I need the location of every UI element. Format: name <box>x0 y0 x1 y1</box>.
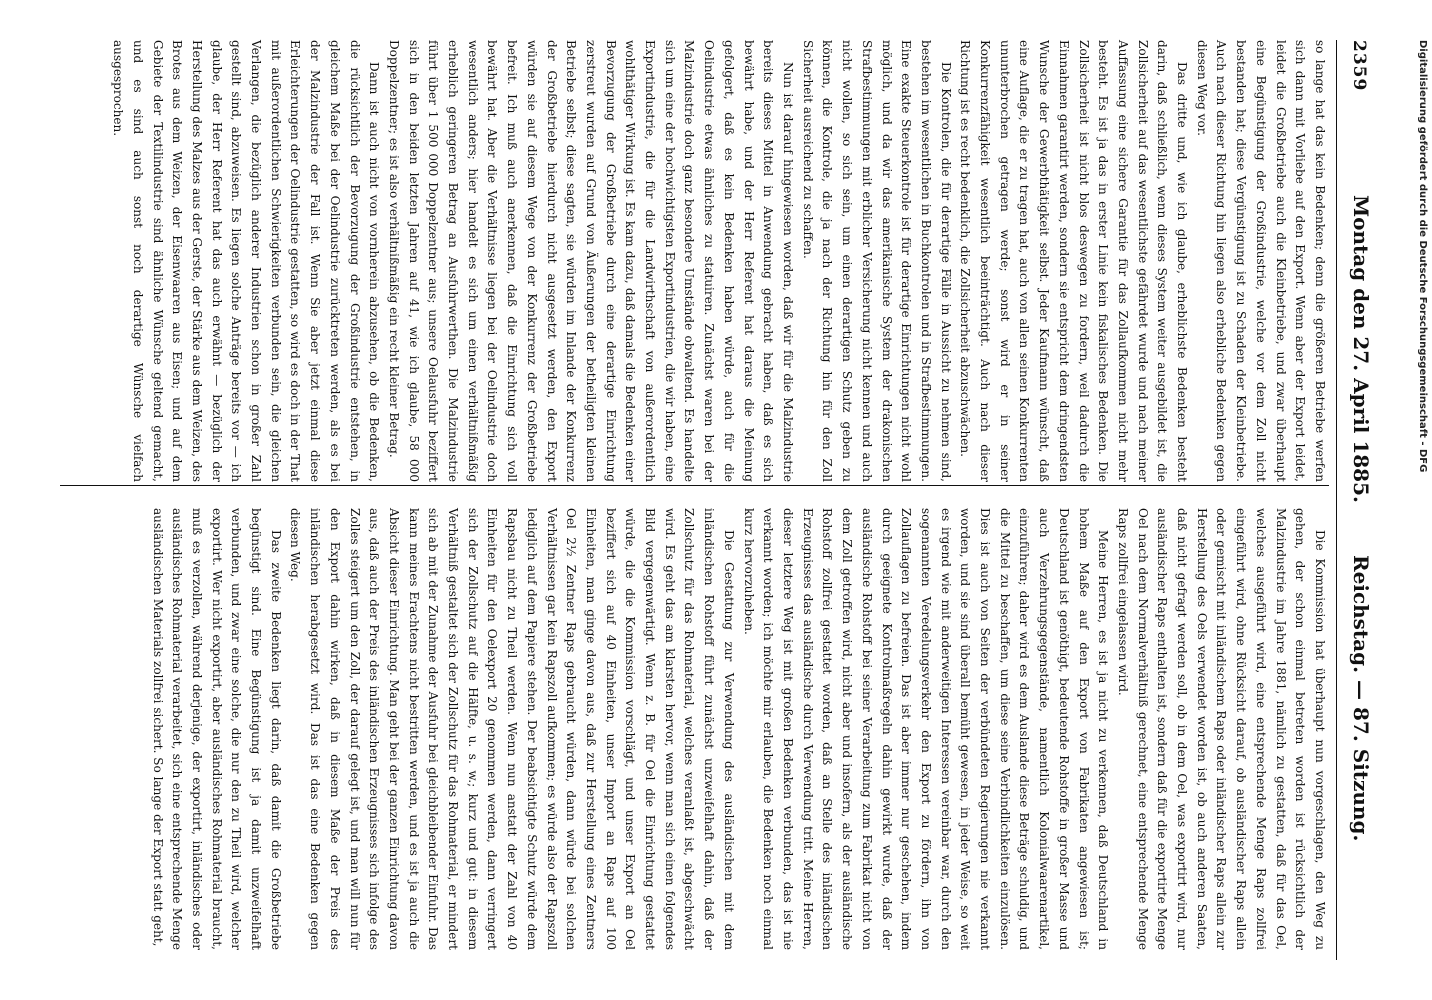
paragraph: Die Kontrolen, die für derartige Fälle in Aussicht zu nehmen sind, bestehen im wesentlichen in Buchkontrolen und in Strafbestimmungen. Eine exakte Steuerkontrole ist für derartige Einrichtungen nicht wohl möglich, und da wir das amerikanische System der drakonischen Strafbestimmungen mit erblicher Versicherung nicht kennen und auch nicht wollen, so sich sein, um einen derartigen Schutz geben zu können, die Kontrole, die ja nach der Richtung hin für den Zoll Sicherheit ausreichend zu schaffen. <box>800 40 953 482</box>
column-rule <box>60 485 1329 486</box>
paragraph: Meine Herren, es ist ja nicht zu verkennen, daß Deutschland in hohem Maße auf den Export von Fabrikaten angewiesen ist; Deutschland ist genöthigt, bedeutende Rohstoffe in großer Masse und auch Verzehrungsgegenstände, namentlich Kolonialwaarenartikel, einzuführen; daher wird es dem Auslande diese Beträge schuldig, und die Mittel zu beschaffen, um diese seine Verbindlichkeiten einzulösen. Dies ist auch von Seiten der verbündeten Regierungen nie verkannt worden, und sie sind überall bemüht gewesen, in jeder Weise, so weit es irgend wie mit anderweitigen Interessen vereinbar war, durch den sogenannten Veredelungsverkehr den Export zu fördern, ihn von Zollauflagen zu befreien. Das ist aber immer nur geschehen, indem durch geeignete Kontrolmaßregeln dahin gewirkt wurde, daß der ausländische Rohstoff bei seiner Verarbeitung zum Fabrikat nicht von dem Zoll getroffen wird, nicht aber und insofern, als der ausländische Rohstoff zollfrei gestattet worden, daß an Stelle des inländischen Erzeugnisses das ausländische durch Verwendung tritt. Meine Herren, dieser letztere Weg ist mit großen Bedenken verbunden, das ist nie verkannt worden; ich möchte mir erlauben, die Bedenken noch einmal kurz hervorzuheben. <box>741 508 1111 950</box>
running-head <box>1337 40 1373 960</box>
paragraph: Die Kommission hat überhaupt nun vorgeschlagen, den Weg zu gehen, der schon einmal betreten worden ist rücksichtlich der Malzindustrie im Jahre 1881, nämlich zu gestatten, daß für das Oel, welches ausgeführt wird, eine entsprechende Menge Raps zollfrei eingeführt wird, ohne Rücksicht darauf, ob ausländischer Raps allein oder gemischt mit inländischem Raps oder inländischer Raps allein zur Herstellung des Oels verwendet worden ist, ob auch anderen Saaten, daß nicht gefragt werden soll, ob in dem Oel, was exportirt wird, nur ausländischer Raps enthalten ist, sondern daß für die exportirte Menge Oel nach dem Normalverhältniß gerechnet, eine entsprechende Menge Raps zollfrei eingelassen wird. <box>1115 508 1327 950</box>
paragraph: Dann ist auch nicht von vornherein abzusehen, ob die Bedenken, die rücksichtlich der Bevorzugung der Großindustrie entstehen, in gleichem Maße bei der Oelindustrie zurücktreten werden, als es bei der Malzindustrie der Fall ist. Wenn Sie aber jetzt einmal diese Erleichterungen der Oelindustrie gestatten, so wird es doch in der That mit außerordentlichen Schwierigkeiten verbunden sein, die gleichen Verlangen, die bezüglich anderer Industrien schon in großer Zahl gestellt sind, abzuweisen. Es liegen solche Anträge bereits vor — ich glaube, der Herr Referent hat das auch erwähnt — bezüglich der Herstellung des Malzes aus der Gerste, der Stärke aus dem Weizen, des Brotes aus dem Weizen, der Eisenwaaren aus Eisen; und auf dem Gebiete der Textilindustrie sind ähnliche Wünsche geltend gemacht, und es sind auch sonst noch derartige Wünsche vielfach ausgesprochen. <box>111 40 382 482</box>
funder-note <box>1414 40 1432 960</box>
paragraph: Nun ist darauf hingewiesen worden, daß wir für die Malzindustrie bereits dieses Mittel in Anwendung gebracht haben, daß es sich bewährt habe, und der Herr Referent hat daraus die Meinung gefolgert, daß es kein Bedenken haben würde, auch für die Oelindustrie etwas ähnliches zu statuiren. Zunächst waren bei der Malzindustrie doch ganz besondere Umstände obwaltend. Es handelte sich um eine der hochwichtigsten Exportindustrien, die wir haben, eine Exportindustrie, die für die Landwirthschaft von außerordentlich wohlthätiger Wirkung ist. Es kam dazu, daß damals die Bedenken einer Bevorzugung der Großbetriebe durch eine derartige Einrichtung zerstreut wurden auf Grund von Äußerungen der betheiligten kleinen Betriebe selbst; diese sagten, sie würden im Inlande der Konkurrenz der Großbetriebe hierdurch nicht ausgesetzt werden, den Export würden sie auf diesem Wege von der Konkurrenz der Großbetriebe befreit. Ich muß auch anerkennen, daß die Einrichtung sich voll bewährt hat. Aber die Verhältnisse liegen bei der Oelindustrie doch wesentlich anders; hier handelt es sich um einen verhältnißmäßig erheblich geringeren Betrag an Ausfuhrwerthen. Die Malzindustrie führt über 1 500 000 Doppelzentner aus; unsere Oelausfuhr beziffert sich in den beiden letzten Jahren auf 41, wie ich glaube, 58 000 Doppelzentner; es ist also verhältnißmäßig ein recht kleiner Betrag. <box>386 40 796 482</box>
header-rule <box>1336 40 1337 960</box>
header-date: Montag den 27. April 1885. <box>1349 195 1373 503</box>
header-session: Reichstag. — 87. Sitzung. <box>1349 555 1373 842</box>
funder-note-text: Digitalisierung gefördert durch die Deutsche Forschungsgemeinschaft - DFG <box>1417 40 1428 473</box>
page-number: 2359 <box>1349 40 1369 92</box>
paragraph: Das dritte und, wie ich glaube, erheblichste Bedenken besteht darin, daß schließlich, wenn dieses System weiter ausgebildet ist, die Zollsicherheit auf das wesentlichste gefährdet wurde und nach meiner Auffassung eine sichere Garantie für das Zollaufkommen nicht mehr besteht. Es ist ja das in erster Linie kein fiskalisches Bedenken. Die Zollsicherheit ist nicht blos deswegen zu fordern, weil dadurch die Einnahmen garantirt werden, sondern sie entspricht dem dringendsten Wunsche der Gewerbthätigkeit selbst. Jeder Kaufmann wünscht, daß eine Auflage, die er zu tragen hat, auch von allen seinen Konkurrenten ununterbrochen getragen werde; sonst wird er in seiner Konkurrenzfähigkeit wesentlich beeinträchtigt. Auch nach dieser Richtung ist es recht bedenklich, die Zollsicherheit abzuschwächen. <box>958 40 1190 482</box>
right-column <box>60 508 1329 950</box>
left-column <box>60 40 1329 482</box>
paragraph: Die Gestattung zur Verwendung des ausländischen mit dem inländischen Rohstoff führt zunächst unzweifelhaft dahin, daß der Zollschutz für das Rohmaterial, welches veranlaßt ist, abgeschwächt wird. Es geht das am klarsten hervor, wenn man sich einen folgendes Bild vergegenwärtigt. Wenn z. B. für Oel die Einrichtung gestattet würde, die die Kommission vorschlägt, und unser Export an Oel beziffert sich auf 40 Einheiten, unser Import an Raps auf 100 Einheiten, man ginge davon aus, daß zur Herstellung eines Zentners Oel 2½ Zentner Raps gebraucht würden, dann würde bei solchen Verhältnissen gar kein Rapszoll aufkommen; es würde also der Rapszoll lediglich auf dem Papiere stehen. Der beabsichtigte Schutz würde dem Rapsbau nicht zu Theil werden. Wenn nun anstatt der Zahl von 40 Einheiten für den Oelexport 20 genommen werden, dann verringert sich der Zollschutz auf die Hälfte, u. s. w.; kurz und gut: in diesem Verhältniß gestaltet sich der Zollschutz für das Rohmaterial, er mindert sich ab mit der Zunahme der Ausfuhr bei gleichbleibender Einfuhr. Das kann meines Erachtens nicht bestritten werden, und es ist ja auch die Absicht dieser Einrichtung. Man geht bei der ganzen Einrichtung davon aus, daß auch der Preis des inländischen Erzeugnisses sich infolge des Zolles steigert um den Zoll, der darauf gelegt ist, und man will nun für den Export dahin wirken, daß in diesem Maße der Preis des inländischen herabgesetzt wird. Das ist das eine Bedenken gegen diesen Weg. <box>288 508 736 950</box>
paragraph: so lange hat das kein Bedenken; denn die größeren Betriebe werfen sich dann mit Vorliebe auf den Export. Wenn aber der Export leidet, leidet die Großbetriebe auch die Kleinbetriebe, und zwar überhaupt eine Begünstigung der Großindustrie, welche vor dem Zoll nicht bestanden hat; diese Vergünstigung ist zu Schaden der Kleinbetriebe. Auch nach dieser Richtung hin liegen also erhebliche Bedenken gegen diesen Weg vor. <box>1194 40 1327 482</box>
paragraph: Das zweite Bedenken liegt darin, daß damit die Großbetriebe begünstigt sind. Eine Begünstigung ist ja damit unzweifelhaft verbunden, und zwar eine solche, die nur den zu Theil wird, welcher exportirt. Wer nicht exportirt, aber ausländisches Rohmaterial braucht, muß es verzollen, während derjenige, der exportirt, inländisches oder ausländisches Rohmaterial verarbeitet, sich eine entsprechende Menge ausländischen Materials zollfrei sichert. So lange der Export statt geht, <box>150 508 283 950</box>
